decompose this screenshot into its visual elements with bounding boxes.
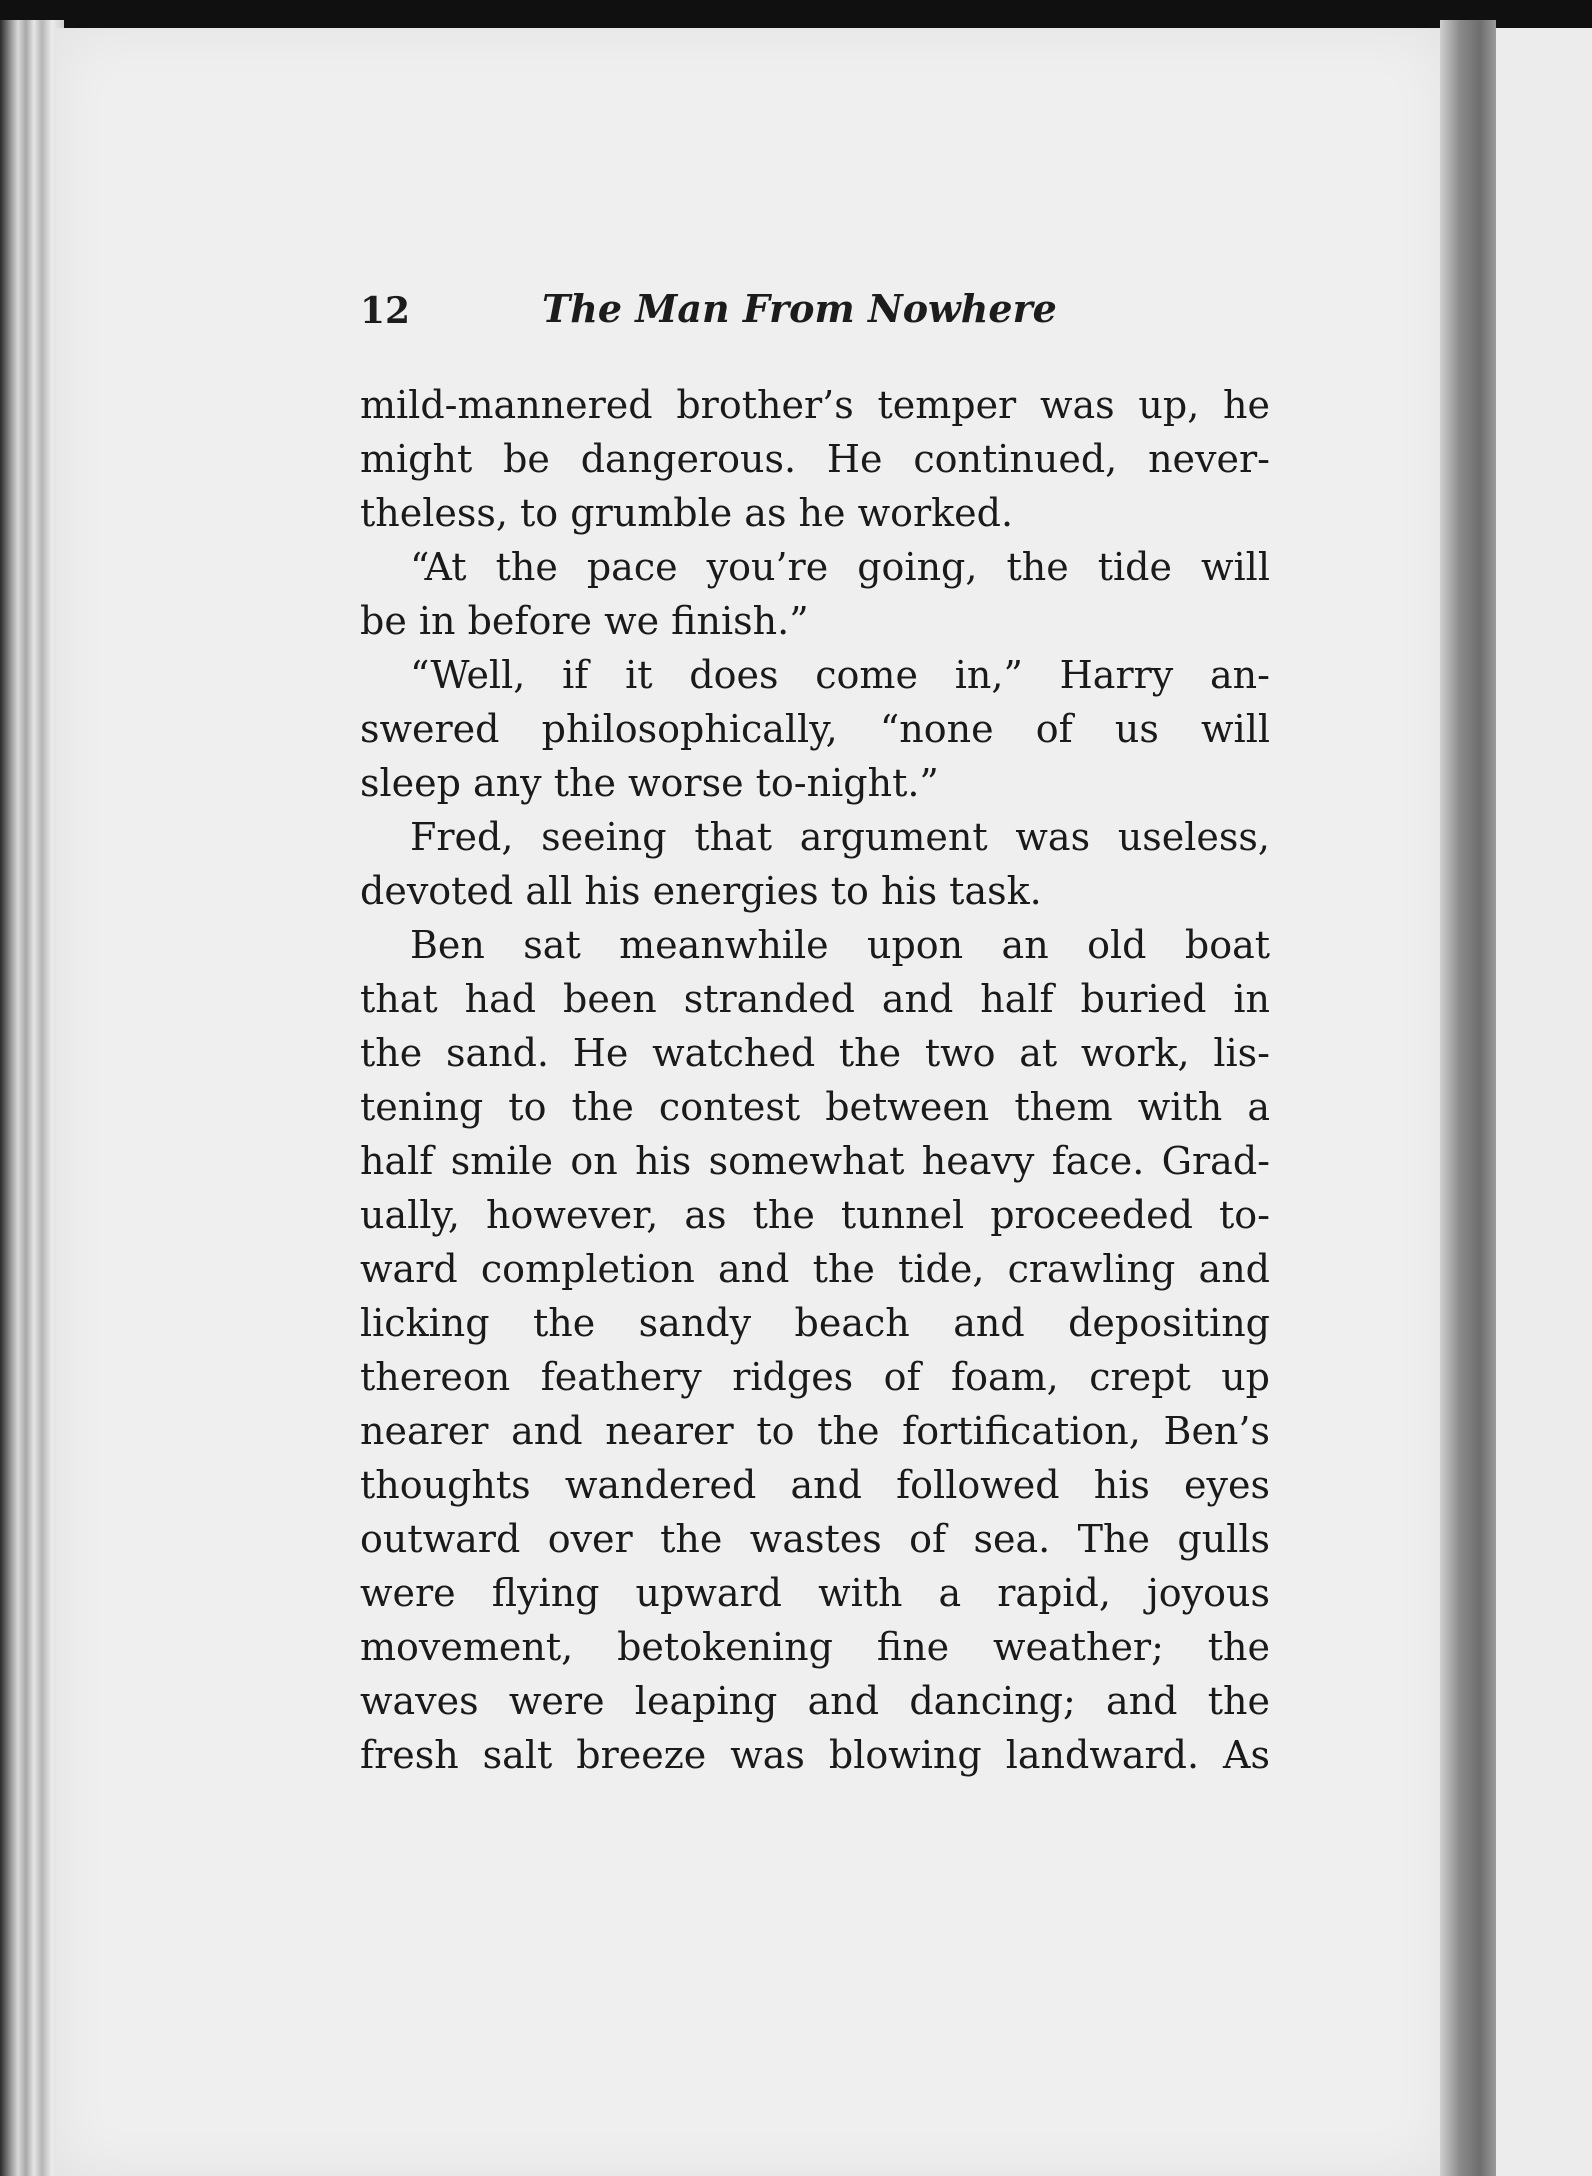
text-line: waves were leaping and dancing; and the bbox=[360, 1679, 1270, 1723]
text-line: ward completion and the tide, crawling and bbox=[360, 1247, 1270, 1291]
page-number: 12 bbox=[360, 290, 411, 332]
text-line: “Well, if it does come in,” Harry an- bbox=[410, 653, 1270, 697]
text-line: theless, to grumble as he worked. bbox=[360, 491, 1014, 535]
spine-shadow bbox=[1440, 20, 1496, 2176]
text-line: nearer and nearer to the fortification, Ben’s bbox=[360, 1409, 1270, 1453]
running-title: The Man From Nowhere bbox=[542, 286, 1057, 331]
text-line: fresh salt breeze was blowing landward. As bbox=[360, 1733, 1270, 1777]
page-stack-edge bbox=[0, 20, 64, 2176]
text-line: Fred, seeing that argument was useless, bbox=[410, 815, 1270, 859]
text-line: “At the pace you’re going, the tide will bbox=[410, 545, 1270, 589]
text-line: be in before we finish.” bbox=[360, 599, 809, 643]
text-line: thoughts wandered and followed his eyes bbox=[360, 1463, 1270, 1507]
text-line: licking the sandy beach and depositing bbox=[360, 1301, 1270, 1345]
text-line: that had been stranded and half buried in bbox=[360, 977, 1270, 1021]
text-line: sleep any the worse to-night.” bbox=[360, 761, 939, 805]
facing-page-edge bbox=[1496, 28, 1592, 2176]
text-line: movement, betokening fine weather; the bbox=[360, 1625, 1270, 1669]
text-line: ually, however, as the tunnel proceeded to- bbox=[360, 1193, 1270, 1237]
text-line: tening to the contest between them with a bbox=[360, 1085, 1270, 1129]
text-line: were flying upward with a rapid, joyous bbox=[360, 1571, 1270, 1615]
text-line: might be dangerous. He continued, never- bbox=[360, 437, 1270, 481]
text-line: thereon feathery ridges of foam, crept up bbox=[360, 1355, 1270, 1399]
text-line: swered philosophically, “none of us will bbox=[360, 707, 1270, 751]
body-text bbox=[360, 378, 1270, 1782]
text-line: devoted all his energies to his task. bbox=[360, 869, 1042, 913]
text-line: the sand. He watched the two at work, lis- bbox=[360, 1031, 1270, 1075]
text-line: mild-mannered brother’s temper was up, he bbox=[360, 383, 1270, 427]
text-line: outward over the wastes of sea. The gulls bbox=[360, 1517, 1270, 1561]
running-head bbox=[360, 286, 1270, 342]
text-line: half smile on his somewhat heavy face. Grad- bbox=[360, 1139, 1270, 1183]
text-line: Ben sat meanwhile upon an old boat bbox=[410, 923, 1270, 967]
